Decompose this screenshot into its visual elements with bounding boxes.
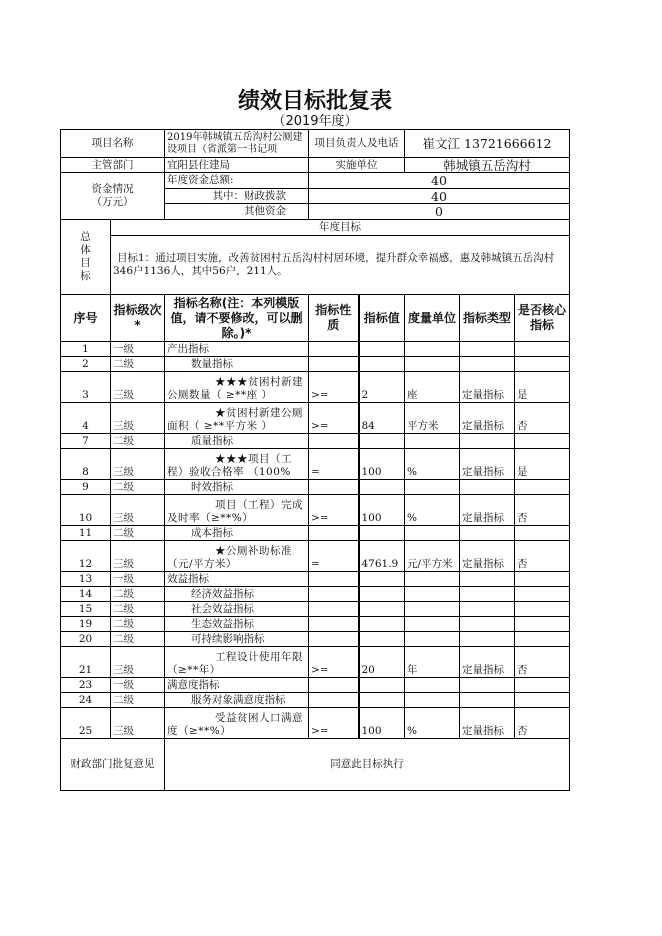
cell-nature: >= [309, 495, 359, 526]
cell-type [460, 572, 515, 587]
cell-nature: >= [309, 403, 359, 434]
cell-type [460, 632, 515, 647]
cell-name: ★★★贫困村新建公厕数量（ ≥**座 ） [165, 372, 309, 403]
cell-core: 否 [515, 403, 570, 434]
cell-core [515, 678, 570, 693]
dept-label: 主管部门 [61, 158, 165, 173]
cell-name: 质量指标 [165, 434, 309, 449]
cell-index: 20 [61, 632, 111, 647]
project-name-label: 项目名称 [61, 130, 165, 158]
cell-unit [405, 617, 460, 632]
cell-name: 效益指标 [165, 572, 309, 587]
cell-nature: = [309, 449, 359, 480]
table-row [61, 480, 570, 495]
funds-total-label: 年度资金总额: [165, 173, 309, 189]
header-unit: 度量单位 [405, 295, 460, 342]
cell-level: 二级 [111, 480, 165, 495]
cell-unit: % [405, 449, 460, 480]
cell-index: 4 [61, 403, 111, 434]
cell-core [515, 572, 570, 587]
cell-unit [405, 572, 460, 587]
cell-nature [309, 480, 359, 495]
cell-core [515, 357, 570, 372]
table-row [61, 693, 570, 708]
performance-table [60, 129, 570, 791]
cell-core: 否 [515, 647, 570, 678]
cell-type [460, 693, 515, 708]
cell-nature [309, 357, 359, 372]
table-row [61, 617, 570, 632]
header-type: 指标类型 [460, 295, 515, 342]
cell-name: ★公厕补助标准（元/平方米） [165, 541, 309, 572]
overall-goal-label: 总体目标 [61, 220, 111, 295]
cell-unit [405, 357, 460, 372]
cell-nature [309, 526, 359, 541]
cell-index: 12 [61, 541, 111, 572]
table-row [61, 647, 570, 678]
cell-unit [405, 693, 460, 708]
cell-value: 20 [359, 647, 405, 678]
cell-index: 15 [61, 602, 111, 617]
cell-nature [309, 678, 359, 693]
cell-value [359, 526, 405, 541]
cell-index: 7 [61, 434, 111, 449]
impl-value: 韩城镇五岳沟村 [405, 158, 570, 173]
cell-level: 三级 [111, 708, 165, 739]
cell-type: 定量指标 [460, 495, 515, 526]
cell-level: 二级 [111, 434, 165, 449]
table-row [61, 372, 570, 403]
cell-type: 定量指标 [460, 449, 515, 480]
table-row [61, 495, 570, 526]
dept-value: 宜阳县住建局 [165, 158, 309, 173]
cell-level: 三级 [111, 403, 165, 434]
cell-name: 满意度指标 [165, 678, 309, 693]
cell-level: 二级 [111, 632, 165, 647]
cell-level: 三级 [111, 372, 165, 403]
cell-unit [405, 602, 460, 617]
cell-name: 服务对象满意度指标 [165, 693, 309, 708]
cell-core [515, 434, 570, 449]
cell-index: 24 [61, 693, 111, 708]
cell-level: 二级 [111, 357, 165, 372]
cell-type: 定量指标 [460, 372, 515, 403]
cell-nature: >= [309, 647, 359, 678]
project-name-value: 2019年韩城镇五岳沟村公厕建设项目（省派第一书记项 [165, 130, 309, 158]
cell-core: 否 [515, 495, 570, 526]
header-core: 是否核心指标 [515, 295, 570, 342]
cell-unit: 平方米 [405, 403, 460, 434]
cell-index: 19 [61, 617, 111, 632]
cell-value [359, 342, 405, 357]
cell-index: 13 [61, 572, 111, 587]
cell-level: 一级 [111, 342, 165, 357]
cell-level: 三级 [111, 647, 165, 678]
cell-type [460, 602, 515, 617]
cell-core: 是 [515, 449, 570, 480]
cell-index: 9 [61, 480, 111, 495]
cell-type: 定量指标 [460, 403, 515, 434]
cell-name: ★★★项目（工程）验收合格率 （100% [165, 449, 309, 480]
cell-type [460, 526, 515, 541]
cell-unit [405, 526, 460, 541]
cell-name: 时效指标 [165, 480, 309, 495]
cell-unit: 年 [405, 647, 460, 678]
cell-index: 1 [61, 342, 111, 357]
table-row [61, 708, 570, 739]
cell-name: 受益贫困人口满意度（≥**%） [165, 708, 309, 739]
funds-fiscal: 40 [309, 189, 570, 204]
cell-index: 21 [61, 647, 111, 678]
cell-type [460, 480, 515, 495]
cell-level: 三级 [111, 495, 165, 526]
cell-level: 二级 [111, 526, 165, 541]
cell-type [460, 617, 515, 632]
cell-unit [405, 434, 460, 449]
owner-value: 崔文江 13721666612 [405, 130, 570, 158]
cell-unit: % [405, 708, 460, 739]
owner-label: 项目负责人及电话 [309, 130, 405, 158]
cell-type: 定量指标 [460, 647, 515, 678]
cell-nature [309, 602, 359, 617]
cell-core [515, 617, 570, 632]
cell-type [460, 587, 515, 602]
funds-other-label: 其他资金 [165, 204, 309, 220]
cell-core [515, 526, 570, 541]
cell-value [359, 693, 405, 708]
cell-level: 一级 [111, 678, 165, 693]
cell-value: 100 [359, 495, 405, 526]
annual-goal-text: 目标1：通过项目实施，改善贫困村五岳沟村村居环境，提升群众幸福感，惠及韩城镇五岳沟村346户1136人，其中56户，211人。 [111, 236, 570, 295]
cell-nature [309, 632, 359, 647]
cell-type: 定量指标 [460, 708, 515, 739]
table-row [61, 572, 570, 587]
annual-goal-header: 年度目标 [111, 220, 570, 236]
cell-name: 生态效益指标 [165, 617, 309, 632]
cell-core [515, 480, 570, 495]
cell-name: 社会效益指标 [165, 602, 309, 617]
cell-core [515, 693, 570, 708]
page-subtitle: （2019年度） [272, 114, 358, 129]
cell-level: 三级 [111, 541, 165, 572]
approval-label: 财政部门批复意见 [61, 739, 165, 791]
cell-index: 14 [61, 587, 111, 602]
table-row [61, 449, 570, 480]
cell-name: 经济效益指标 [165, 587, 309, 602]
cell-value: 100 [359, 449, 405, 480]
cell-nature: = [309, 541, 359, 572]
cell-value: 84 [359, 403, 405, 434]
cell-value [359, 602, 405, 617]
cell-level: 二级 [111, 693, 165, 708]
cell-type: 定量指标 [460, 541, 515, 572]
funds-label: 资金情况（万元） [61, 173, 165, 220]
table-row [61, 632, 570, 647]
header-nature: 指标性质 [309, 295, 359, 342]
cell-index: 23 [61, 678, 111, 693]
table-row [61, 541, 570, 572]
cell-core [515, 587, 570, 602]
cell-nature [309, 342, 359, 357]
cell-core: 是 [515, 372, 570, 403]
cell-value [359, 617, 405, 632]
cell-nature [309, 587, 359, 602]
cell-type [460, 342, 515, 357]
cell-index: 11 [61, 526, 111, 541]
cell-name: 工程设计使用年限（≥**年） [165, 647, 309, 678]
cell-value [359, 357, 405, 372]
cell-unit [405, 678, 460, 693]
cell-core: 否 [515, 541, 570, 572]
table-row [61, 342, 570, 357]
cell-nature [309, 617, 359, 632]
cell-level: 二级 [111, 617, 165, 632]
table-row [61, 587, 570, 602]
cell-level: 二级 [111, 587, 165, 602]
cell-nature [309, 693, 359, 708]
cell-unit: % [405, 495, 460, 526]
cell-unit [405, 587, 460, 602]
table-row [61, 602, 570, 617]
cell-unit: 元/平方米 [405, 541, 460, 572]
cell-name: 数量指标 [165, 357, 309, 372]
table-row [61, 357, 570, 372]
table-row [61, 403, 570, 434]
cell-name: 项目（工程）完成及时率（≥**%） [165, 495, 309, 526]
approval-value: 同意此目标执行 [165, 739, 570, 791]
header-name: 指标名称(注：本列模版值，请不要修改，可以删除。)* [165, 295, 309, 342]
funds-fiscal-label: 其中：财政拨款 [165, 189, 309, 204]
cell-value [359, 678, 405, 693]
cell-name: 产出指标 [165, 342, 309, 357]
cell-index: 10 [61, 495, 111, 526]
cell-nature: >= [309, 372, 359, 403]
cell-index: 8 [61, 449, 111, 480]
header-index: 序号 [61, 295, 111, 342]
cell-unit [405, 632, 460, 647]
table-row [61, 434, 570, 449]
funds-total: 40 [309, 173, 570, 189]
cell-value [359, 434, 405, 449]
table-row [61, 526, 570, 541]
cell-name: 成本指标 [165, 526, 309, 541]
cell-core [515, 632, 570, 647]
cell-index: 3 [61, 372, 111, 403]
cell-value: 2 [359, 372, 405, 403]
cell-type [460, 357, 515, 372]
cell-type [460, 678, 515, 693]
cell-value [359, 632, 405, 647]
cell-level: 一级 [111, 572, 165, 587]
cell-core: 否 [515, 708, 570, 739]
cell-value: 4761.9 [359, 541, 405, 572]
cell-value [359, 480, 405, 495]
cell-name: 可持续影响指标 [165, 632, 309, 647]
funds-other: 0 [309, 204, 570, 220]
cell-unit [405, 480, 460, 495]
cell-nature [309, 572, 359, 587]
cell-index: 25 [61, 708, 111, 739]
table-row [61, 678, 570, 693]
header-level: 指标级次* [111, 295, 165, 342]
cell-index: 2 [61, 357, 111, 372]
cell-level: 二级 [111, 602, 165, 617]
page-title: 绩效目标批复表 [237, 89, 392, 114]
cell-level: 三级 [111, 449, 165, 480]
cell-unit: 座 [405, 372, 460, 403]
impl-label: 实施单位 [309, 158, 405, 173]
cell-type [460, 434, 515, 449]
cell-nature: >= [309, 708, 359, 739]
cell-value [359, 572, 405, 587]
cell-core [515, 602, 570, 617]
cell-unit [405, 342, 460, 357]
cell-nature [309, 434, 359, 449]
cell-value: 100 [359, 708, 405, 739]
cell-value [359, 587, 405, 602]
cell-core [515, 342, 570, 357]
cell-name: ★贫困村新建公厕面积（ ≥**平方米 ） [165, 403, 309, 434]
header-value: 指标值 [359, 295, 405, 342]
